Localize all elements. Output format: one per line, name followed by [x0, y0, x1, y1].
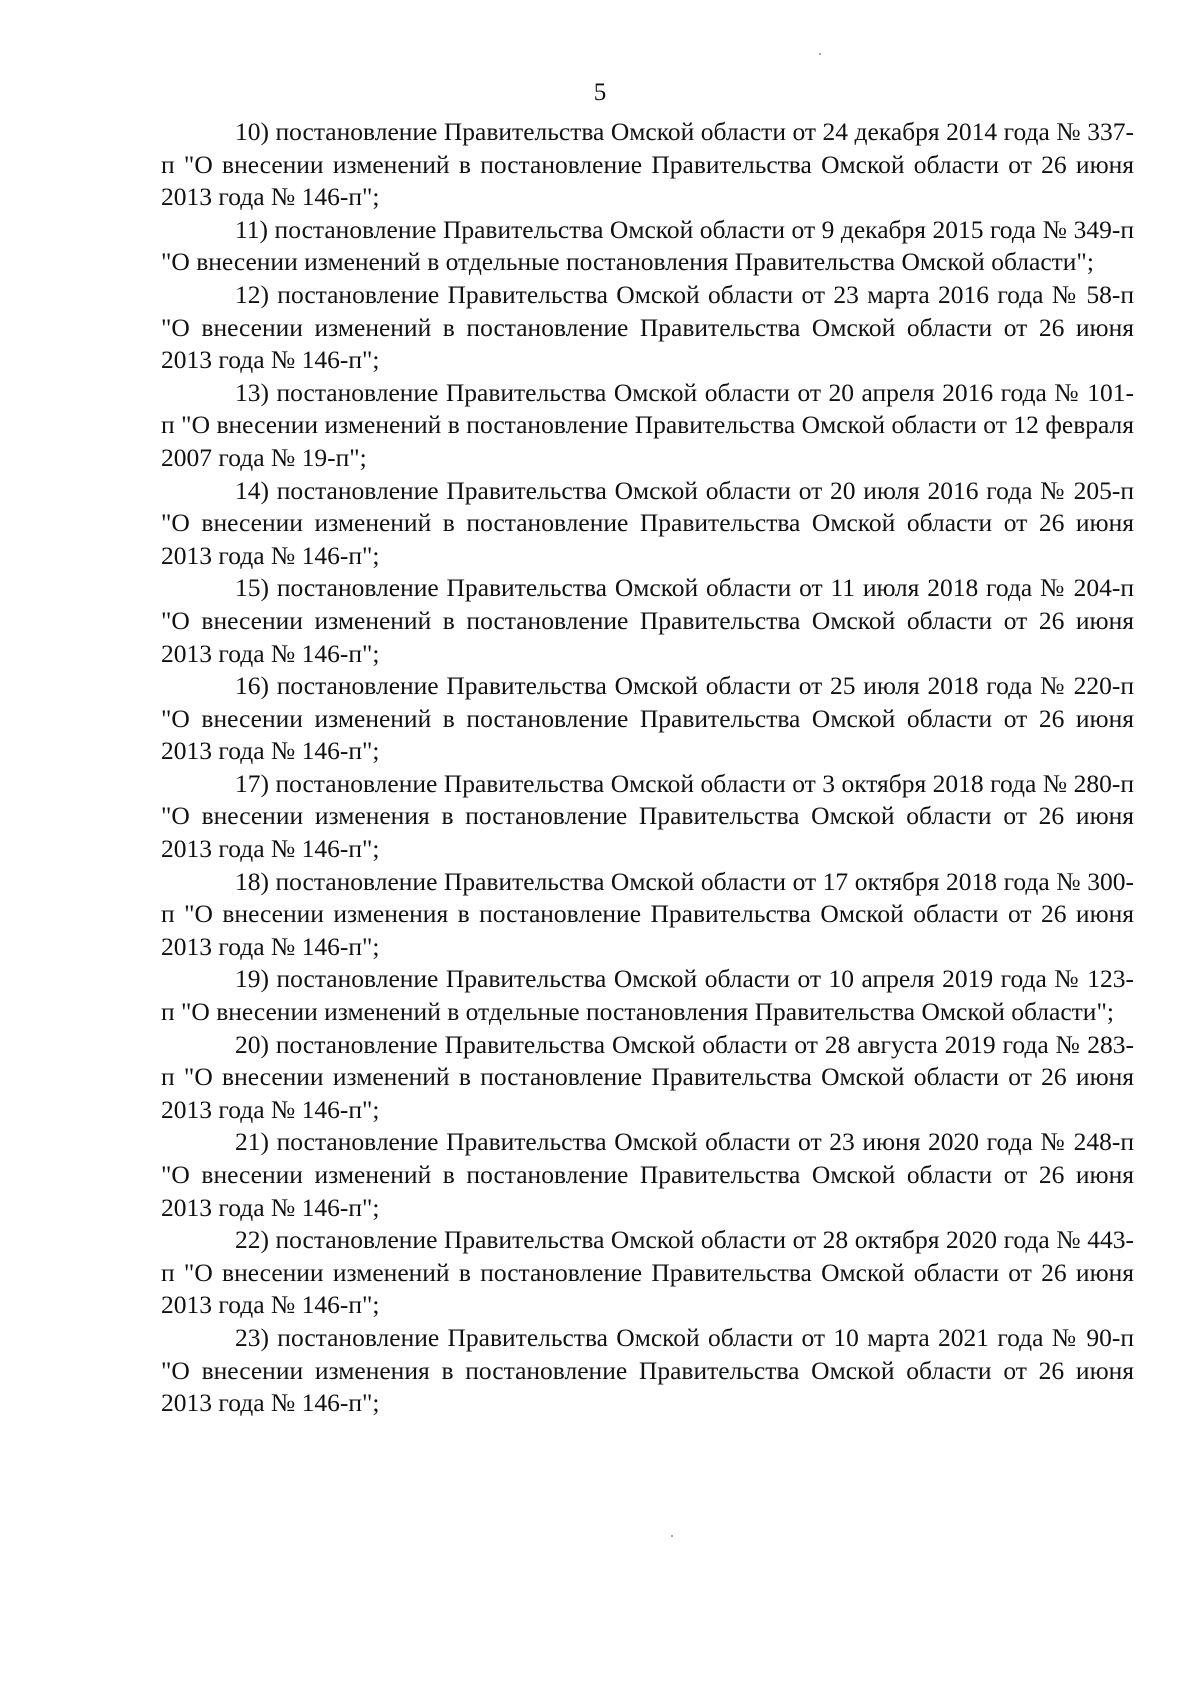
list-item: 11) постановление Правительства Омской области от 9 декабря 2015 года № 349-п "О внесении изменений в отдельные постановления Правительства Омской области";	[161, 214, 1134, 277]
list-item: 13) постановление Правительства Омской области от 20 апреля 2016 года № 101-п "О внесении изменений в постановление Правительства Омской области от 12 февраля 2007 года № 19-п";	[161, 377, 1134, 472]
list-item: 10) постановление Правительства Омской области от 24 декабря 2014 года № 337-п "О внесении изменений в постановление Правительства Омской области от 26 июня 2013 года № 146-п";	[161, 117, 1134, 212]
list-item: 22) постановление Правительства Омской области от 28 октября 2020 года № 443-п "О внесении изменений в постановление Правительства Омской области от 26 июня 2013 года № 146-п";	[161, 1225, 1134, 1320]
list-item: 23) постановление Правительства Омской области от 10 марта 2021 года № 90-п "О внесении изменения в постановление Правительства Омской области от 26 июня 2013 года № 146-п";	[161, 1322, 1134, 1418]
scan-speck-bottom	[671, 1535, 673, 1537]
page-number: 5	[593, 79, 607, 106]
list-item: 17) постановление Правительства Омской области от 3 октября 2018 года № 280-п "О внесении изменения в постановление Правительства Омской области от 26 июня 2013 года № 146-п";	[161, 768, 1134, 864]
list-item: 14) постановление Правительства Омской области от 20 июля 2016 года № 205-п "О внесении изменений в постановление Правительства Омской области от 26 июня 2013 года № 146-п";	[161, 475, 1134, 570]
list-item: 21) постановление Правительства Омской области от 23 июня 2020 года № 248-п "О внесении изменений в постановление Правительства Омской области от 26 июня 2013 года № 146-п";	[161, 1127, 1134, 1222]
scan-speck-top	[819, 53, 821, 55]
list-item: 19) постановление Правительства Омской области от 10 апреля 2019 года № 123-п "О внесении изменений в отдельные постановления Правительства Омской области";	[161, 964, 1134, 1027]
list-item: 15) постановление Правительства Омской области от 11 июля 2018 года № 204-п "О внесении изменений в постановление Правительства Омской области от 26 июня 2013 года № 146-п";	[161, 573, 1134, 668]
list-item: 12) постановление Правительства Омской области от 23 марта 2016 года № 58-п "О внесении изменений в постановление Правительства Омской области от 26 июня 2013 года № 146-п";	[161, 279, 1134, 375]
document-body	[161, 116, 1134, 1420]
list-item: 18) постановление Правительства Омской области от 17 октября 2018 года № 300-п "О внесении изменения в постановление Правительства Омской области от 26 июня 2013 года № 146-п";	[161, 866, 1134, 961]
list-item: 20) постановление Правительства Омской области от 28 августа 2019 года № 283-п "О внесении изменений в постановление Правительства Омской области от 26 июня 2013 года № 146-п";	[161, 1029, 1134, 1124]
list-item: 16) постановление Правительства Омской области от 25 июля 2018 года № 220-п "О внесении изменений в постановление Правительства Омской области от 26 июня 2013 года № 146-п";	[161, 671, 1134, 766]
